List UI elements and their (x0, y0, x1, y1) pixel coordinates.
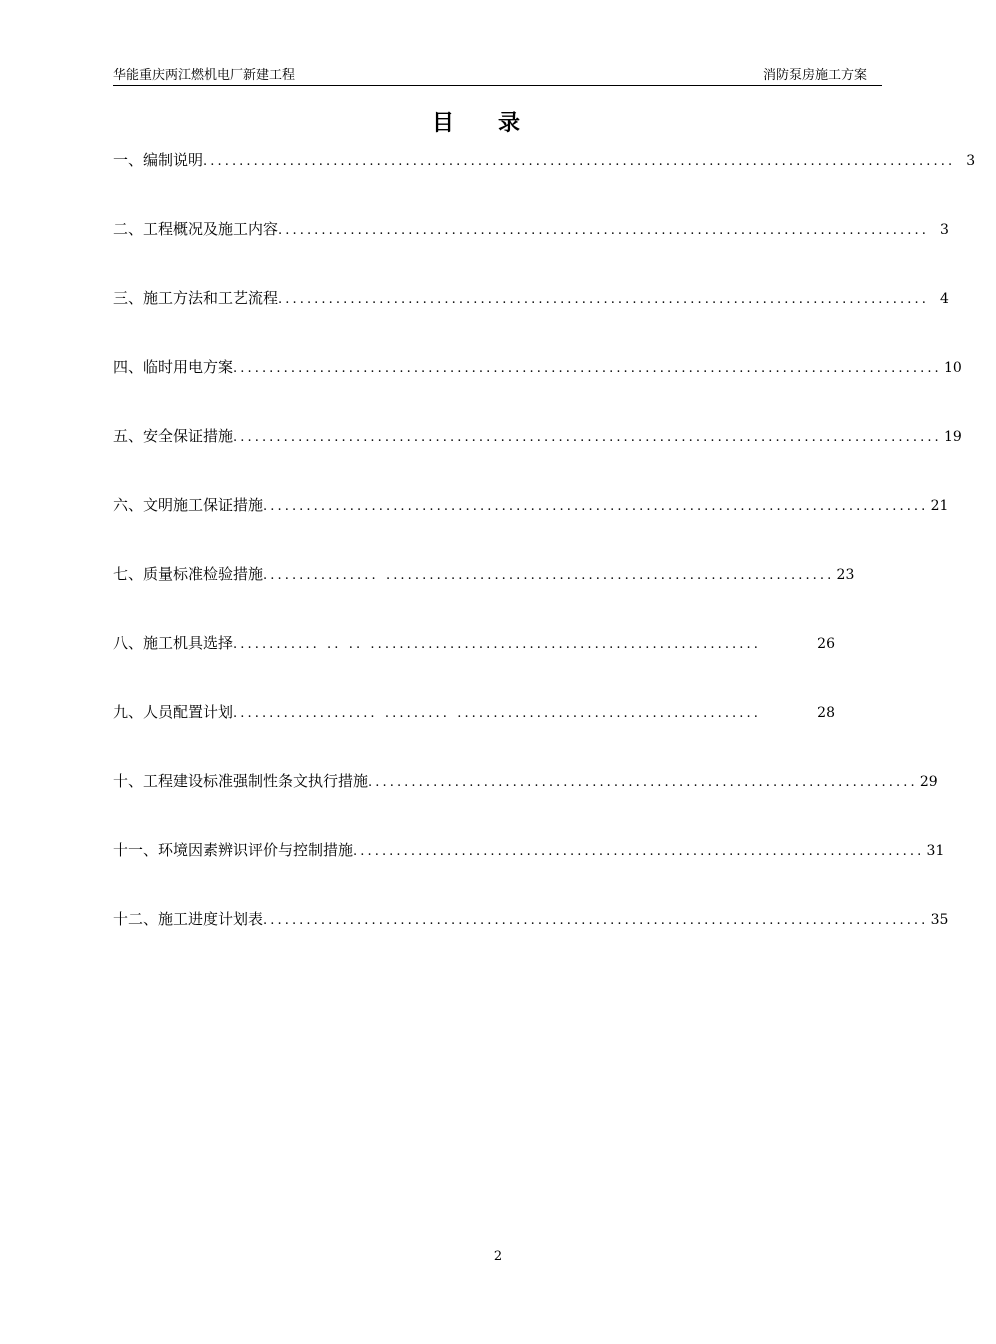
toc-entry[interactable] (113, 702, 835, 771)
page-header (113, 67, 881, 85)
toc-entry-page: 21 (930, 498, 949, 514)
toc-entry-label: 三、施工方法和工艺流程 (113, 289, 279, 307)
toc-entry[interactable] (113, 495, 949, 564)
toc-entry-page: 31 (926, 843, 945, 859)
toc-entry-page: 10 (943, 360, 962, 376)
toc-entry-label: 十二、施工进度计划表 (113, 910, 264, 928)
toc-leader-dots: ................ .............................................................. (263, 568, 835, 583)
toc-leader-dots: ............................................................................................ (263, 913, 929, 928)
toc-leader-dots: .................................................................................................. (233, 430, 942, 445)
toc-entry[interactable] (113, 288, 949, 357)
toc-entry[interactable] (113, 357, 962, 426)
toc-entry-page: 29 (919, 774, 938, 790)
toc-entry-label: 七、质量标准检验措施 (113, 565, 264, 583)
toc-title: 目录 (431, 111, 564, 136)
toc-leader-dots: .......................................................................................... (278, 223, 929, 238)
toc-entry[interactable] (113, 633, 835, 702)
header-document-title: 消防泵房施工方案 (762, 68, 867, 83)
toc-entry-label: 九、人员配置计划 (113, 703, 234, 721)
toc-leader-dots: ............................................................................... (353, 844, 925, 859)
toc-entry-label: 十、工程建设标准强制性条文执行措施 (113, 772, 369, 790)
toc-entry[interactable] (113, 219, 949, 288)
toc-entry-page: 26 (817, 636, 835, 652)
toc-leader-dots: .................................................................................................. (233, 361, 942, 376)
toc-entry-label: 二、工程概况及施工内容 (113, 220, 279, 238)
toc-entry-page: 4 (940, 291, 949, 307)
toc-leader-dots: .......................................................................................... (278, 292, 929, 307)
table-of-contents (113, 150, 976, 978)
toc-leader-dots: ............................................................................................ (263, 499, 929, 514)
toc-entry-label: 八、施工机具选择 (113, 634, 234, 652)
toc-entry-page: 3 (940, 222, 949, 238)
page-number: 2 (493, 1249, 503, 1264)
toc-entry-label: 六、文明施工保证措施 (113, 496, 264, 514)
toc-entry-page: 23 (836, 567, 855, 583)
toc-entry-label: 四、临时用电方案 (113, 358, 234, 376)
toc-entry-page: 19 (943, 429, 962, 445)
toc-entry-page: 28 (817, 705, 835, 721)
toc-entry[interactable] (113, 426, 962, 495)
toc-entry-page: 3 (966, 153, 976, 169)
toc-entry-label: 五、安全保证措施 (113, 427, 234, 445)
toc-leader-dots: ............ .. .. ...................................................... (233, 637, 761, 652)
toc-leader-dots: .................... ......... .......................................... (233, 706, 761, 721)
toc-entry[interactable] (113, 150, 976, 219)
toc-entry-label: 十一、环境因素辨识评价与控制措施 (113, 841, 354, 859)
toc-leader-dots: ........................................................................................................ (203, 154, 956, 169)
toc-entry[interactable] (113, 771, 938, 840)
header-divider (113, 85, 882, 86)
toc-entry[interactable] (113, 840, 945, 909)
header-project-name: 华能重庆两江燃机电厂新建工程 (113, 68, 296, 83)
toc-entry-label: 一、编制说明 (113, 151, 204, 169)
toc-leader-dots: ............................................................................ (368, 775, 918, 790)
toc-entry-page: 35 (930, 912, 949, 928)
toc-entry[interactable] (113, 909, 949, 978)
toc-entry[interactable] (113, 564, 855, 633)
